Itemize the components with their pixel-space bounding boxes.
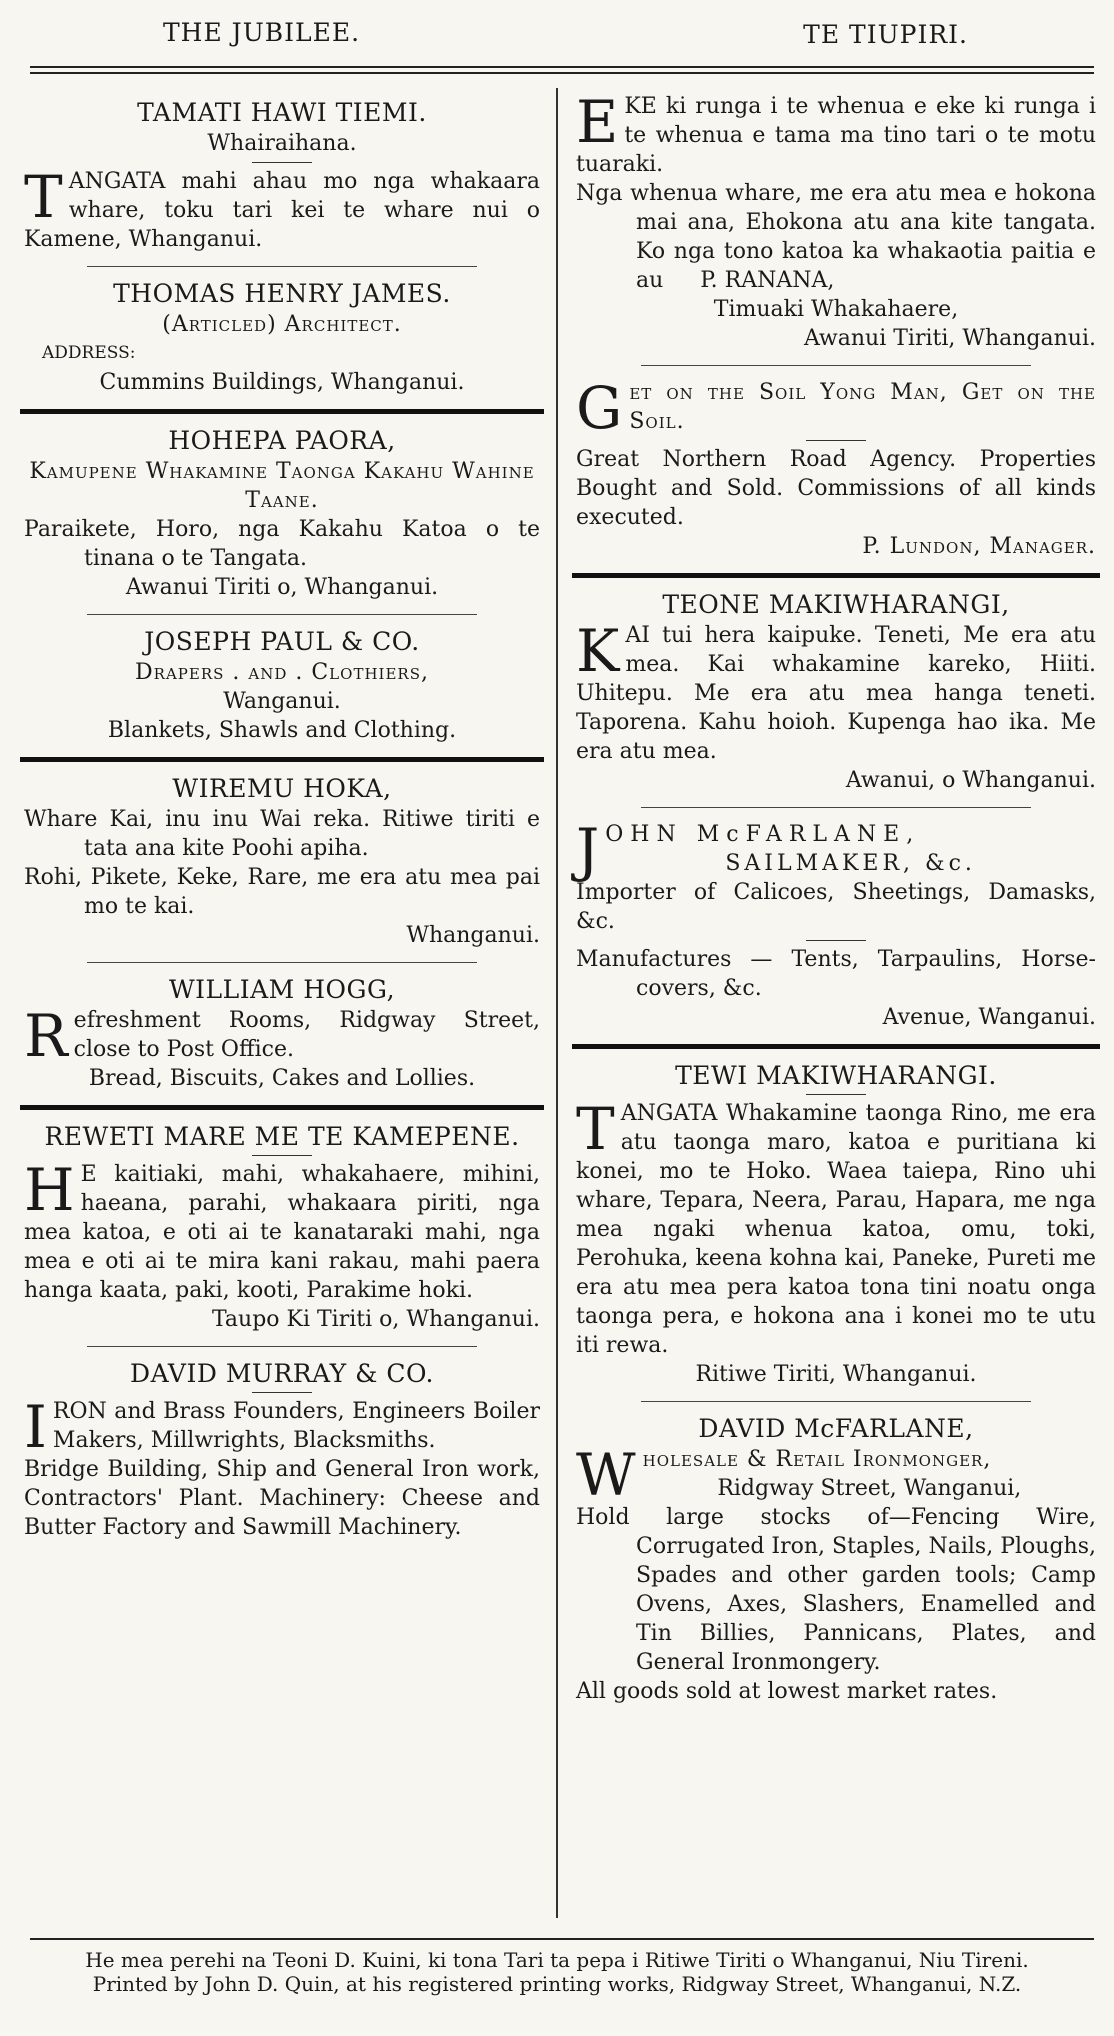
ad-title: WILLIAM HOGG, [168, 975, 396, 1004]
drop-cap: E [576, 88, 619, 156]
ad-body: E kaitiaki, mahi, whakahaere, mihini, haeana, parahi, whakaara piriti, nga mea katoa, e oti ai te kanataraki mahi, nga mea e oti ai te mira kani rakau, mahi paera hanga kaata, paki, kooti, Parakime hoki. [24, 1162, 540, 1303]
page-header [0, 14, 1114, 54]
short-rule [252, 162, 312, 163]
short-rule [806, 940, 866, 941]
ad-signer: P. RANANA, [700, 268, 835, 293]
ad-line: Avenue, Wanganui. [882, 1005, 1096, 1030]
short-rule [806, 440, 866, 441]
ad-line: et on the Soil Yong Man, Get on the Soil. [629, 380, 1096, 434]
ad-title: TEONE MAKIWHARANGI, [662, 590, 1010, 619]
ad-line: Wanganui. [223, 689, 341, 714]
ad-line: Whare Kai, inu inu Wai reka. Ritiwe tiriti e tata ana kite Poohi apiha. [24, 807, 540, 861]
ad-title: TEWI MAKIWHARANGI. [675, 1061, 997, 1090]
ad-line: Taupo Ki Tiriti o, Whanganui. [211, 1307, 540, 1332]
ad-david-murray [24, 1359, 540, 1542]
drop-cap: G [576, 374, 624, 442]
ad-joseph-paul [24, 627, 540, 745]
thin-rule [87, 266, 477, 267]
drop-cap: I [24, 1393, 47, 1461]
ad-line: Bread, Biscuits, Cakes and Lollies. [88, 1066, 476, 1091]
ad-line: Paraikete, Horo, nga Kakahu Katoa o te tinana o te Tangata. [24, 517, 540, 571]
thick-rule [20, 1105, 544, 1110]
right-column [576, 88, 1096, 1706]
ad-line: Awanui Tiriti, Whanganui. [804, 326, 1096, 351]
header-left-title: THE JUBILEE. [163, 18, 361, 47]
ad-line: Manufactures — Tents, Tarpaulins, Horse-covers, &c. [576, 947, 1096, 1001]
ad-get-on-the-soil [576, 374, 1096, 561]
ad-body: ANGATA Whakamine taonga Rino, me era atu taonga maro, katoa e puritiana ki konei, mo te Hoko. Waea taiepa, Rino uhi whare, Tepara, Neera, Parau, Hapara, me nga mea ngaki whenua katoa, omu, toki, Perohuka, keena kohna kai, Paneke, Pureti me era atu mea pera katoa tona tini noatu onga taonga pera, e hokona ana i konei mo te utu iti rewa. [576, 1101, 1096, 1358]
drop-cap: H [24, 1156, 75, 1224]
ad-john-mcfarlane [576, 816, 1096, 1032]
ad-title: JOSEPH PAUL & CO. [144, 627, 420, 656]
ad-line: holesale & Retail Ironmonger, [642, 1447, 992, 1472]
thick-rule [20, 409, 544, 414]
ad-line: All goods sold at lowest market rates. [576, 1679, 998, 1704]
ad-title: HOHEPA PAORA, [168, 426, 396, 455]
thin-rule [87, 962, 477, 963]
ad-body: AI tui hera kaipuke. Teneti, Me era atu mea. Kai whakamine kareko, Hiiti. Uhitepu. Me era atu mea hanga teneti. Taporena. Kahu hoioh. Kupenga hao ika. Me era atu mea. [576, 623, 1096, 764]
ad-line: Awanui, o Whanganui. [845, 768, 1096, 793]
thin-rule [87, 1346, 477, 1347]
thin-rule [641, 807, 1031, 808]
thick-rule [572, 573, 1100, 578]
ad-line: Bridge Building, Ship and General Iron work, Contractors' Plant. Machinery: Cheese and Butter Factory and Sawmill Machinery. [24, 1457, 540, 1540]
column-divider [556, 88, 558, 1918]
ad-line: Timuaki Whakahaere, [713, 297, 959, 322]
footer-rule [30, 1938, 1094, 1940]
ad-line: Awanui Tiriti o, Whanganui. [125, 575, 439, 600]
ad-ranana [576, 88, 1096, 353]
ad-wiremu-hoka [24, 774, 540, 950]
thick-rule [20, 757, 544, 762]
ad-title: REWETI MARE ME TE KAMEPENE. [44, 1122, 520, 1151]
footer-line-english: Printed by John D. Quin, at his registered printing works, Ridgway Street, Whanganui, N.Z. [92, 1972, 1022, 1996]
thin-rule [641, 1401, 1031, 1402]
left-column [24, 92, 540, 1542]
thin-rule [87, 614, 477, 615]
thick-rule [572, 1044, 1100, 1049]
ad-body: ANGATA mahi ahau mo nga whakaara whare, toku tari kei te whare nui o Kamene, Whanganui. [24, 169, 540, 252]
ad-line: Ritiwe Tiriti, Whanganui. [695, 1362, 977, 1387]
drop-cap: J [576, 816, 600, 884]
header-right-title: TE TIUPIRI. [803, 20, 968, 49]
ad-line: (Articled) Architect. [162, 312, 402, 337]
ad-title: DAVID MURRAY & CO. [130, 1359, 434, 1388]
ad-line: Ridgway Street, Wanganui, [717, 1476, 1022, 1501]
ad-line: Blankets, Shawls and Clothing. [107, 718, 457, 743]
ad-thomas-henry-james [24, 279, 540, 397]
ad-title: TAMATI HAWI TIEMI. [137, 98, 427, 127]
ad-line: P. Lundon, Manager. [862, 534, 1096, 559]
ad-title: OHN McFARLANE, [605, 822, 921, 847]
ad-line: RON and Brass Founders, Engineers Boiler Makers, Millwrights, Blacksmiths. [52, 1399, 540, 1453]
short-rule [252, 1392, 312, 1393]
drop-cap: T [24, 163, 63, 231]
ad-line: Importer of Calicoes, Sheetings, Damasks, &c. [576, 880, 1096, 934]
ad-line: Great Northern Road Agency. Properties Bought and Sold. Commissions of all kinds executed. [576, 447, 1096, 530]
header-rule-top [30, 66, 1094, 68]
drop-cap: K [576, 617, 620, 685]
thin-rule [641, 365, 1031, 366]
ad-line: Drapers . and . Clothiers, [135, 660, 429, 685]
ad-william-hogg [24, 975, 540, 1093]
ad-teone-makiwharangi [576, 590, 1096, 795]
page-footer [0, 1948, 1114, 1996]
ad-subtitle: Whairaihana. [207, 131, 357, 156]
ad-hohepa-paora [24, 426, 540, 602]
ad-line: Cummins Buildings, Whanganui. [99, 370, 465, 395]
short-rule [252, 1155, 312, 1156]
ad-title: DAVID McFARLANE, [698, 1414, 974, 1443]
ad-tamati-hawi-tiemi [24, 98, 540, 254]
ad-reweti-mare [24, 1122, 540, 1334]
ad-line: Kamupene Whakamine Taonga Kakahu Wahine Taane. [29, 459, 535, 513]
ad-line: Hold large stocks of—Fencing Wire, Corrugated Iron, Staples, Nails, Ploughs, Spades and other garden tools; Camp Ovens, Axes, Slashers, Enamelled and Tin Billies, Pannicans, Plates, and General Ironmongery. [576, 1505, 1096, 1675]
ad-title: WIREMU HOKA, [172, 774, 392, 803]
ad-title: THOMAS HENRY JAMES. [113, 279, 451, 308]
ad-line: efreshment Rooms, Ridgway Street, close to Post Office. [73, 1008, 540, 1062]
drop-cap: R [24, 1002, 68, 1070]
ad-line: ADDRESS: [42, 343, 136, 363]
ad-line: SAILMAKER, &c. [725, 851, 976, 876]
footer-line-maori: He mea perehi na Teoni D. Kuini, ki tona Tari ta pepa i Ritiwe Tiriti o Whanganui, Niu Tireni. [85, 1948, 1029, 1972]
ad-line: KE ki runga i te whenua e eke ki runga i te whenua e tama ma tino tari o te motu tuaraki. [576, 94, 1096, 177]
ad-david-mcfarlane [576, 1414, 1096, 1706]
ad-line: Nga whenua whare, me era atu mea e hokona mai ana, Ehokona atu ana kite tangata. Ko nga tono katoa ka whakaotia paitia e au P. RANANA, [576, 181, 1096, 293]
header-rule-bottom [30, 72, 1094, 74]
ad-tewi-makiwharangi [576, 1061, 1096, 1389]
drop-cap: T [576, 1095, 615, 1163]
drop-cap: W [576, 1441, 637, 1509]
ad-line: Whanganui. [406, 923, 540, 948]
ad-line: Rohi, Pikete, Keke, Rare, me era atu mea pai mo te kai. [24, 865, 540, 919]
short-rule [806, 1094, 866, 1095]
